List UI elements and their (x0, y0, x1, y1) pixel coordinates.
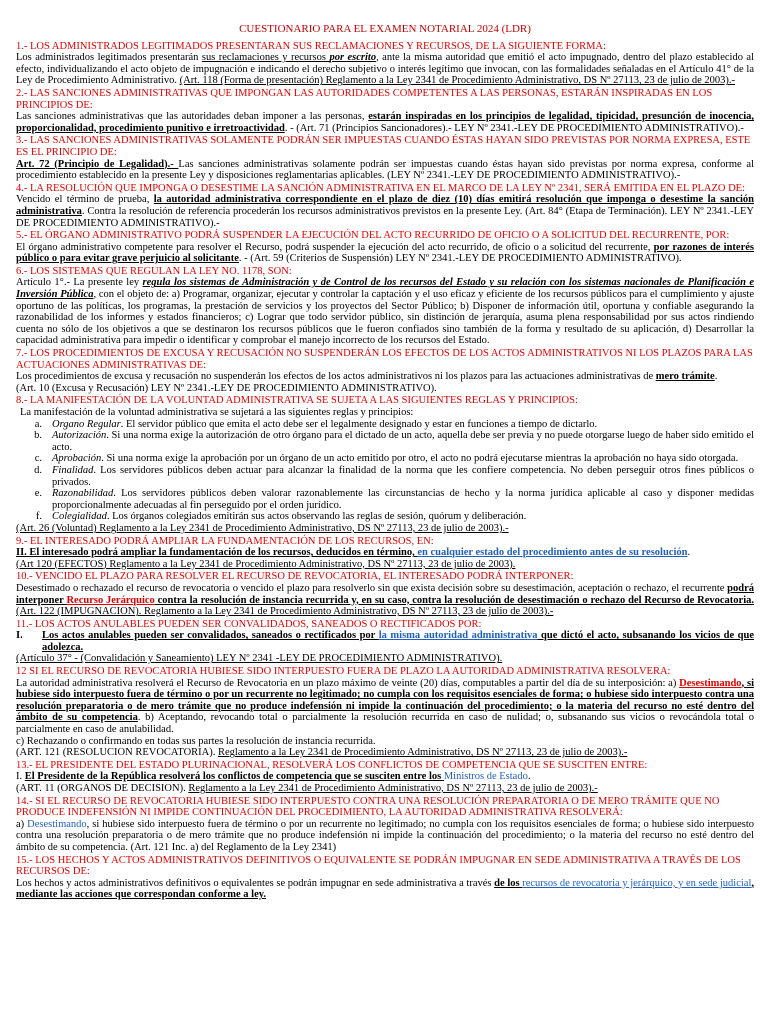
answer-12-item-c: c) Rechazando o confirmando en todas sus partes la resolución de instancia recurrida. (16, 735, 376, 747)
answer-9-citation: (Art 120 (EFECTOS) Reglamento a la Ley 2341 de Procedimiento Administrativo, DS Nº 27113, 23 de julio de 2003). (16, 558, 516, 570)
answer-12: La autoridad administrativa resolverá el Recurso de Revocatoria en un plazo máximo de veinte (20) días, computables a partir del día de su interposición: a) Desestimando, si hubiese sido interpuesto fuera de término o por un recurrente no legitimado; no cumpla con los requisitos esenciales de forma; o hubiese sido interpuesto contra una resolución preparatoria o de mero trámite que no produce indefensión ni impide la continuación del procedimiento; o la materia del recurso no esté dentro del ámbito de su competencia. b) Aceptando, revocando total o parcialmente la resolución recurrida en caso de nulidad; o, subsanando sus vicios o revocándola total o parcialmente en caso de anulabilidad. (16, 677, 754, 736)
question-10-heading: 10.- VENCIDO EL PLAZO PARA RESOLVER EL RECURSO DE REVOCATORIA, EL INTERESADO PODRÁ INTERPONER: (16, 571, 574, 583)
list-item: b. Autorización. Si una norma exige la autorización de otro órgano para el dictado de un acto, aquella debe ser previa y no puede otorgarse luego de haber sido emitido el acto. (34, 430, 754, 453)
answer-7-citation: (Art. 10 (Excusa y Recusación) LEY Nº 2341.-LEY DE PROCEDIMIENTO ADMINISTRATIVO). (16, 382, 437, 394)
question-8-heading: 8.- LA MANIFESTACIÓN DE LA VOLUNTAD ADMINISTRATIVA SE SUJETA A LAS SIGUIENTES REGLAS Y PRINCIPIOS: (16, 395, 578, 407)
question-12-heading: 12 SI EL RECURSO DE REVOCATORIA HUBIESE SIDO INTERPUESTO FUERA DE PLAZO LA AUTORIDAD ADMINISTRATIVA RESOLVERA: (16, 666, 671, 678)
question-13-heading: 13.- EL PRESIDENTE DEL ESTADO PLURINACIONAL, RESOLVERÁ LOS CONFLICTOS DE COMPETENCIA QUE SE SUSCITEN ENTRE: (16, 759, 648, 771)
document-title: CUESTIONARIO PARA EL EXAMEN NOTARIAL 2024 (LDR) (239, 24, 531, 35)
answer-10: Desestimado o rechazado el recurso de revocatoria o vencido el plazo para resolverlo sin que exista decisión sobre su desestimación, aceptación o rechazo, el recurrente podrá interponer Recurso Jerárquico contra la resolución de instancia recurrida y, en su caso, contra la resolución de desestimación o rechazo del Recurso de Revocatoria. (Art. 122 (IMPUGNACION). Reglamento a la Ley 2341 de Procedimiento Administrativo, DS Nº 27113, 23 de julio de 2003).- (16, 582, 754, 618)
question-3-heading: 3.- LAS SANCIONES ADMINISTRATIVAS SOLAMENTE PODRÁN SER IMPUESTAS CUANDO ÉSTAS HAYAN SIDO PREVISTAS POR NORMA EXPRESA, ESTE ES EL PRINCIPIO DE: (16, 135, 751, 158)
answer-15: Los hechos y actos administrativos definitivos o equivalentes se podrán impugnar en sede administrativa a través de los recursos de revocatoria y jerárquico, y en sede judicial, mediante las acciones que correspondan conforme a ley. (16, 877, 754, 901)
list-item: f. Colegialidad. Los órganos colegiados emitirán sus actos observando las reglas de sesión, quórum y deliberación. (35, 511, 527, 523)
list-item: e. Razonabilidad. Los servidores públicos deben valorar razonablemente las circunstancias de hecho y la norma jurídica aplicable al caso y disponer medidas proporcionalmente adecuadas al fin perseguido por el orden jurídico. (34, 488, 754, 511)
question-6-heading: 6.- LOS SISTEMAS QUE REGULAN LA LEY NO. 1178, SON: (16, 265, 292, 277)
answer-13: I. El Presidente de la República resolverá los conflictos de competencia que se susciten entre los Ministros de Estado. (16, 771, 531, 783)
question-11-heading: 11.- LOS ACTOS ANULABLES PUEDEN SER CONVALIDADOS, SANEADOS O RECTIFICADOS POR: (16, 618, 482, 630)
answer-11: I. Los actos anulables pueden ser convalidados, saneados o rectificados por la misma autoridad administrativa que dictó el acto, subsanando los vicios de que adolezca. (16, 630, 754, 653)
answer-14: a) Desestimando, si hubiese sido interpuesto fuera de término o por un recurrente no legitimado; no cumpla con los requisitos esenciales de forma; o hubiese sido interpuesto contra una resolución preparatoria o de mero trámite que no produce indefensión ni impide la continuación del procedimiento; o la materia del recurso no esté dentro del ámbito de su competencia. (Art. 121 Inc. a) del Reglamento de la Ley 2341) (16, 818, 754, 853)
question-1-heading: 1.- LOS ADMINISTRADOS LEGITIMADOS PRESENTARAN SUS RECLAMACIONES Y RECURSOS, DE LA SIGUIENTE FORMA: (16, 40, 606, 52)
answer-8-citation: (Art. 26 (Voluntad) Reglamento a la Ley 2341 de Procedimiento Administrativo, DS Nº 27113, 23 de julio de 2003).- (16, 522, 509, 534)
question-9-heading: 9.- EL INTERESADO PODRÁ AMPLIAR LA FUNDAMENTACIÓN DE LOS RECURSOS, EN: (16, 535, 434, 547)
answer-9: II. El interesado podrá ampliar la fundamentación de los recursos, deducidos en término, en cualquier estado del procedimiento antes de su resolución. (16, 547, 691, 559)
question-15-heading: 15.- LOS HECHOS Y ACTOS ADMINISTRATIVOS DEFINITIVOS O EQUIVALENTE SE PODRÁN IMPUGNAR EN SEDE ADMINISTRATIVA A TRAVÉS DE LOS RECURSOS DE: (16, 854, 741, 878)
answer-3: Art. 72 (Principio de Legalidad).- Las sanciones administrativas solamente podrán ser impuestas cuando éstas hayan sido previstas por norma expresa, conforme al procedimiento establecido en la presente Ley y disposiciones reglamentarias aplicables. (LEY Nº 2341.-LEY DE PROCEDIMIENTO ADMINISTRATIVO).- (16, 158, 754, 182)
answer-4: Vencido el término de prueba, la autoridad administrativa correspondiente en el plazo de diez (10) días emitirá resolución que imponga o desestime la sanción administrativa. Contra la resolución de referencia procederán los recursos administrativos previstos en la presente Ley. (Art. 84° (Etapa de Terminación). LEY Nº 2341.-LEY DE PROCEDIMIENTO ADMINISTRATIVO).- (16, 194, 754, 229)
answer-8-list (16, 419, 754, 523)
answer-13-citation: (ART. 11 (ORGANOS DE DECISION). Reglamento a la Ley 2341 de Procedimiento Administrativo, DS Nº 27113, 23 de julio de 2003).- (16, 783, 598, 794)
answer-12-citation: (ART. 121 (RESOLUCION REVOCATORIA). Reglamento a la Ley 2341 de Procedimiento Administrativo, DS Nº 27113, 23 de julio de 2003).- (16, 747, 628, 759)
answer-6: Artículo 1°.- La presente ley regula los sistemas de Administración y de Control de los recursos del Estado y su relación con los sistemas nacionales de Planificación e Inversión Pública, con el objeto de: a) Programar, organizar, ejecutar y controlar la captación y el uso eficaz y eficiente de los recursos públicos para el cumplimiento y ajuste oportuno de las políticas, los programas, la prestación de servicios y los proyectos del Sector Público; b) Disponer de información útil, oportuna y confiable asegurando la razonabilidad de los informes y estados financieros; c) Lograr que todo servidor público, sin distinción de jerarquía, asuma plena responsabilidad por sus actos rindiendo cuenta no sólo de los objetivos a que se destinaron los recursos públicos que le fueron confiados sino también de la forma y resultado de su aplicación, d) Desarrollar la capacidad administrativa para impedir o identificar y comprobar el manejo incorrecto de los recursos del Estado. (16, 277, 754, 347)
list-item: c. Aprobación. Si una norma exige la aprobación por un órgano de un acto emitido por otro, el acto no podrá ejecutarse mientras la aprobación no haya sido otorgada. (34, 453, 739, 465)
question-5-heading: 5.- EL ÓRGANO ADMINISTRATIVO PODRÁ SUSPENDER LA EJECUCIÓN DEL ACTO RECURRIDO DE OFICIO O A SOLICITUD DEL RECURRENTE, POR: (16, 230, 730, 242)
list-item: a. Organo Regular. El servidor público que emita el acto debe ser el legalmente designado y estar en funciones a tiempo de dictarlo. (34, 418, 598, 430)
question-7-heading: 7.- LOS PROCEDIMIENTOS DE EXCUSA Y RECUSACIÓN NO SUSPENDERÁN LOS EFECTOS DE LOS ACTOS ADMINISTRATIVOS NI LOS PLAZOS PARA LAS ACTUACIONES ADMINISTRATIVAS DE: (16, 348, 753, 371)
list-item: d. Finalidad. Los servidores públicos deben actuar para alcanzar la finalidad de la norma que les confiere competencia. No deben perseguir otros fines públicos o privados. (34, 464, 754, 488)
answer-1: Los administrados legitimados presentarán sus reclamaciones y recursos por escrito, ante la misma autoridad que emitió el acto impugnado, dentro del plazo establecido al efecto, individualizando el acto objeto de impugnación e indicando el derecho subjetivo o interés legítimo que invocan, con las formalidades señaladas en el Artículo 41° de la Ley de Procedimiento Administrativo. (Art. 118 (Forma de presentación) Reglamento a la Ley 2341 de Procedimiento Administrativo, DS Nº 27113, 23 de julio de 2003).- (16, 52, 754, 87)
question-2-heading: 2.- LAS SANCIONES ADMINISTRATIVAS QUE IMPONGAN LAS AUTORIDADES COMPETENTES A LAS PERSONAS, ESTARÁN INSPIRADAS EN LOS PRINCIPIOS DE: (16, 87, 713, 111)
answer-5: El órgano administrativo competente para resolver el Recurso, podrá suspender la ejecución del acto recurrido, de oficio o a solicitud del recurrente, por razones de interés público o para evitar grave perjuicio al solicitante. - (Art. 59 (Criterios de Suspensión) LEY Nº 2341.-LEY DE PROCEDIMIENTO ADMINISTRATIVO). (16, 241, 754, 265)
answer-7: Los procedimientos de excusa y recusación no suspenderán los efectos de los actos administrativos ni los plazos para las actuaciones administrativas de mero trámite. (16, 371, 718, 383)
answer-11-citation: (Artículo 37° - (Convalidación y Saneamiento) LEY Nº 2341 -LEY DE PROCEDIMIENTO ADMINISTRATIVO). (16, 653, 503, 665)
question-4-heading: 4.- LA RESOLUCIÓN QUE IMPONGA O DESESTIME LA SANCIÓN ADMINISTRATIVA EN EL MARCO DE LA LEY Nº 2341, SERÁ EMITIDA EN EL PLAZO DE: (16, 182, 746, 194)
question-14-heading: 14.- SI EL RECURSO DE REVOCATORIA HUBIESE SIDO INTERPUESTO CONTRA UNA RESOLUCIÓN PREPARATORIA O DE MERO TRÁMITE QUE NO PRODUCE INDEFENSIÓN NI IMPIDE CONTINUACIÓN DEL PROCEDIMIENTO, LA AUTORIDAD ADMINISTRATIVA RESOLVERÁ: (16, 795, 720, 819)
answer-8-intro: La manifestación de la voluntad administrativa se sujetará a las siguientes reglas y principios: (20, 407, 414, 418)
answer-2: Las sanciones administrativas que las autoridades deban imponer a las personas, estarán inspiradas en los principios de legalidad, tipicidad, presunción de inocencia, proporcionalidad, procedimiento punitivo e irretroactividad. - (Art. 71 (Principios Sancionadores).- LEY Nº 2341.-LEY DE PROCEDIMIENTO ADMINISTRATIVO).- (16, 111, 754, 134)
document-page (16, 24, 754, 1016)
